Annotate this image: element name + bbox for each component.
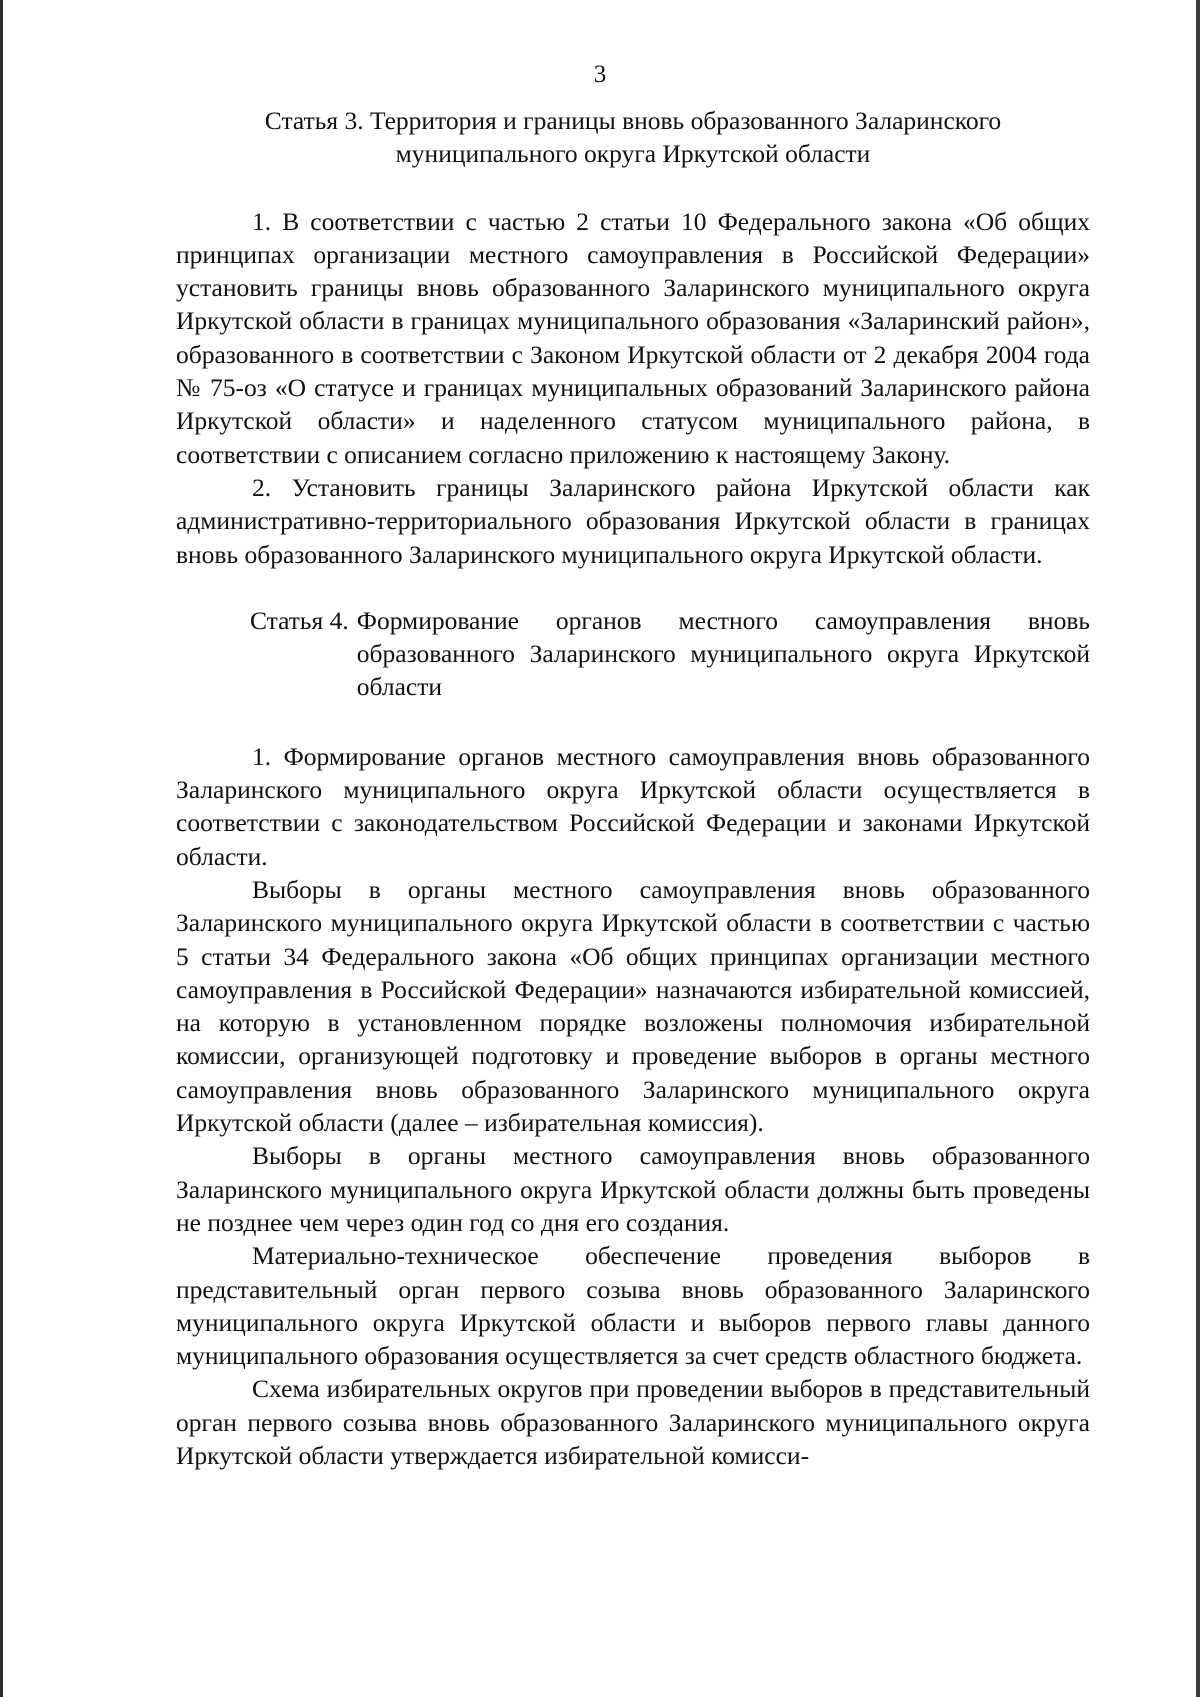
document-body [176,104,1090,1472]
article-3-paragraph-2: 2. Установить границы Заларинского района Иркутской области как административно-территориального образования Иркутской области в границах вновь образованного Заларинского муниципального округа Иркутской области. [176,472,1090,569]
article-4-heading [176,604,1090,704]
spacer [176,704,1090,740]
article-4-paragraph-4: Материально-техническое обеспечение проведения выборов в представительный орган первого созыва вновь образованного Заларинского муниципального округа Иркутской области и выборов первого главы данного муниципального образования осуществляется за счет средств областного бюджета. [176,1241,1090,1371]
article-4-paragraph-2: Выборы в органы местного самоуправления вновь образованного Заларинского муниципального округа Иркутской области в соответствии с частью 5 статьи 34 Федерального закона «Об общих принципах организации местного самоуправления в Российской Федерации» назначаются избирательной комиссией, на которую в установленном порядке возложены полномочия избирательной комиссии, организующей подготовку и проведение выборов в органы местного самоуправления вновь образованного Заларинского муниципального округа Иркутской области (далее – избирательная комиссия). [176,874,1090,1138]
article-4-label: Статья 4. [250,605,349,635]
scan-edge-right [1196,0,1200,1697]
article-3-paragraph-1: 1. В соответствии с частью 2 статьи 10 Федерального закона «Об общих принципах организации местного самоуправления в Российской Федерации» установить границы вновь образованного Заларинского муниципального округа Иркутской области в границах муниципального образования «Заларинский район», образованного в соответствии с Законом Иркутской области от 2 декабря 2004 года № 75-оз «О статусе и границах муниципальных образований Заларинского района Иркутской области» и наделенного статусом муниципального района, в соответствии с описанием согласно приложению к настоящему Закону. [176,206,1090,469]
article-4-title: Формирование органов местного самоуправления вновь образованного Заларинского муниципального округа Иркутской области [356,605,1090,702]
article-4-paragraph-5: Схема избирательных округов при проведении выборов в представительный орган первого созыва вновь образованного Заларинского муниципального округа Иркутской области утверждается избирательной комисси- [176,1374,1090,1470]
article-4-paragraph-3: Выборы в органы местного самоуправления вновь образованного Заларинского муниципального округа Иркутской области должны быть проведены не позднее чем через один год со дня его создания. [176,1141,1090,1237]
spacer [176,171,1090,205]
page-number: 3 [593,61,607,88]
scan-edge-left [0,0,3,1697]
spacer [176,571,1090,604]
article-3-heading-line-2: муниципального округа Иркутской области [395,139,871,169]
article-3-heading-line-1: Статья 3. Территория и границы вновь образованного Заларинского [264,106,1002,135]
article-3-heading [176,104,1090,171]
article-4-paragraph-1: 1. Формирование органов местного самоуправления вновь образованного Заларинского муниципального округа Иркутской области осуществляется в соответствии с законодательством Российской Федерации и законами Иркутской области. [176,741,1090,871]
